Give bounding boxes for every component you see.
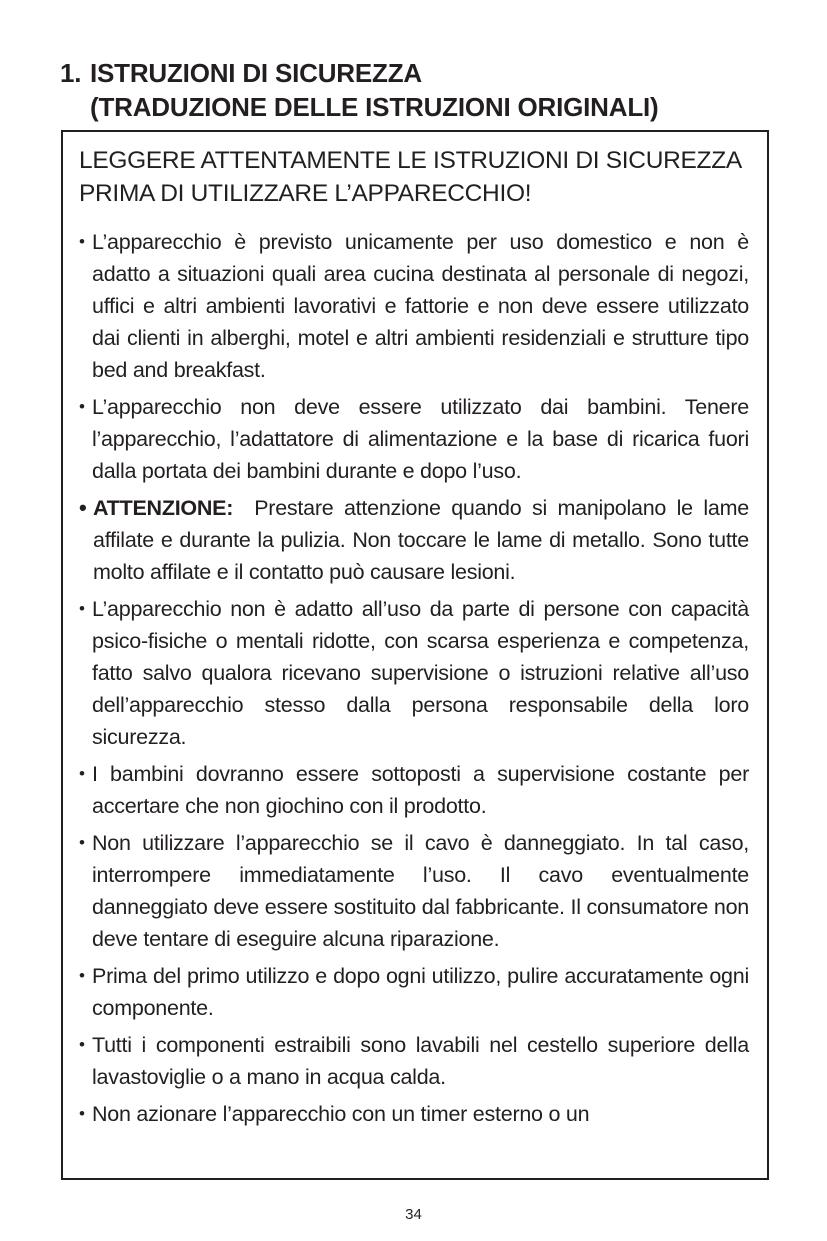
safety-item-reduced-capacity: • L’apparecchio non è adatto all’uso da parte di persone con capacità psico-fisiche o mentali ridotte, con scarsa esperienza e competenza, fatto salvo qualora ricevano supervisione o istruzioni relative all’uso dell’apparecchio stesso dalla persona responsabile della loro sicurezza.: [79, 593, 749, 753]
heading-line-1: [60, 56, 659, 90]
section-subtitle: (TRADUZIONE DELLE ISTRUZIONI ORIGINALI): [90, 92, 659, 122]
section-title: ISTRUZIONI DI SICUREZZA: [90, 58, 422, 88]
safety-item-cleaning: • Prima del primo utilizzo e dopo ogni utilizzo, pulire accuratamente ogni componente.: [79, 960, 749, 1024]
safety-item-dishwasher: • Tutti i componenti estraibili sono lavabili nel cestello superiore della lavastoviglie o a mano in acqua calda.: [79, 1029, 749, 1093]
safety-item-domestic-use: • L’apparecchio è previsto unicamente per uso domestico e non è adatto a situazioni quali area cucina destinata al personale di negozi, uffici e altri ambienti lavorativi e fattorie e non deve essere utilizzato dai clienti in alberghi, motel e altri ambienti residenziali e strutture tipo bed and breakfast.: [79, 226, 749, 386]
safety-item-supervision: • I bambini dovranno essere sottoposti a supervisione costante per accertare che non giochino con il prodotto.: [79, 758, 749, 822]
safety-item-timer: • Non azionare l’apparecchio con un timer esterno o un: [79, 1098, 749, 1130]
warning-label: ATTENZIONE:: [93, 496, 234, 520]
safety-item-children-use: • L’apparecchio non deve essere utilizzato dai bambini. Tenere l’apparecchio, l’adattatore di alimentazione e la base di ricarica fuori dalla portata dei bambini durante e dopo l’uso.: [79, 391, 749, 487]
safety-item-damaged-cable: • Non utilizzare l’apparecchio se il cavo è danneggiato. In tal caso, interrompere immediatamente l’uso. Il cavo eventualmente danneggiato deve essere sostituito dal fabbricante. Il consumatore non deve tentare di eseguire alcuna riparazione.: [79, 827, 749, 955]
section-number: 1.: [60, 58, 82, 88]
section-heading: [60, 56, 659, 124]
page-number: 34: [405, 1206, 422, 1223]
warning-text: Prestare attenzione quando si manipolano le lame affilate e durante la pulizia. Non toccare le lame di metallo. Sono tutte molto affilate e il contatto può causare lesioni.: [93, 496, 749, 584]
intro-warning: LEGGERE ATTENTAMENTE LE ISTRUZIONI DI SICUREZZA PRIMA DI UTILIZZARE L’APPARECCHIO!: [79, 147, 741, 207]
safety-item-blades-warning: [79, 492, 749, 588]
safety-list: [79, 226, 749, 1130]
safety-instructions-box: [61, 130, 769, 1180]
